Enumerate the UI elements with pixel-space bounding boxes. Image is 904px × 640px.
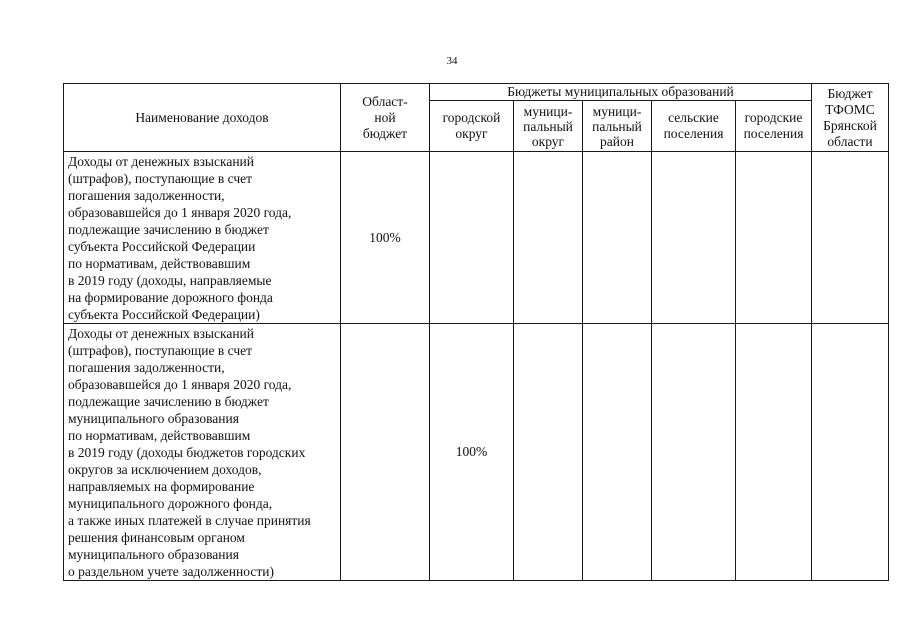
header-text-line: бюджет xyxy=(362,125,408,141)
income-text-line: в 2019 году (доходы, направляемые xyxy=(68,273,272,288)
page-number: 34 xyxy=(446,55,458,67)
regional-budget-value: 100% xyxy=(341,152,430,324)
table-row xyxy=(64,152,889,324)
header-text-line: пальный xyxy=(592,118,642,134)
income-text-line: в 2019 году (доходы бюджетов городских xyxy=(68,445,306,460)
header-text-line: округ xyxy=(455,126,488,141)
header-text-line: поселения xyxy=(743,126,804,141)
income-text-line: погашения задолженности, xyxy=(68,188,225,203)
municipal-district-value xyxy=(514,152,583,324)
header-rural-settlements xyxy=(652,101,736,152)
income-text-line: образовавшейся до 1 января 2020 года, xyxy=(68,377,292,392)
income-name-cell xyxy=(64,152,341,324)
tfoms-budget-value xyxy=(812,152,889,324)
header-municipal-district xyxy=(514,101,583,152)
income-text-line: на формирование дорожного фонда xyxy=(68,290,273,305)
municipal-district-value xyxy=(514,324,583,581)
header-text-line: городской xyxy=(442,110,501,125)
revenue-distribution-table xyxy=(63,83,889,581)
income-text-line: подлежащие зачислению в бюджет xyxy=(68,222,269,237)
income-text-line: погашения задолженности, xyxy=(68,360,225,375)
header-text-line: области xyxy=(827,133,873,149)
income-text-line: а также иных платежей в случае принятия xyxy=(68,513,311,528)
header-tfoms-budget xyxy=(812,84,889,152)
table-row xyxy=(64,324,889,581)
header-text-line: район xyxy=(600,133,634,149)
income-text-line: Доходы от денежных взысканий xyxy=(68,154,254,169)
income-text-line: субъекта Российской Федерации xyxy=(68,239,256,254)
header-municipal-budgets: Бюджеты муниципальных образований xyxy=(430,84,812,101)
income-text-line: по нормативам, действовавшим xyxy=(68,256,251,271)
header-text-line: Област- xyxy=(362,93,408,109)
income-name-cell xyxy=(64,324,341,581)
header-municipal-area xyxy=(583,101,652,152)
header-text-line: муници- xyxy=(592,103,642,119)
income-text-line: направляемых на формирование xyxy=(68,479,255,494)
income-text-line: (штрафов), поступающие в счет xyxy=(68,171,253,186)
city-district-value: 100% xyxy=(430,324,514,581)
income-text-line: муниципального дорожного фонда, xyxy=(68,496,273,511)
municipal-area-value xyxy=(583,152,652,324)
income-text-line: по нормативам, действовавшим xyxy=(68,428,251,443)
urban-settlements-value xyxy=(736,324,812,581)
header-urban-settlements xyxy=(736,101,812,152)
table xyxy=(63,83,889,581)
regional-budget-value xyxy=(341,324,430,581)
income-text-line: (штрафов), поступающие в счет xyxy=(68,343,253,358)
tfoms-budget-value xyxy=(812,324,889,581)
header-text-line: Бюджет xyxy=(827,85,873,101)
urban-settlements-value xyxy=(736,152,812,324)
header-text-line: городские xyxy=(744,110,803,125)
rural-settlements-value xyxy=(652,324,736,581)
income-text-line: муниципального образования xyxy=(68,411,239,426)
income-text-line: решения финансовым органом xyxy=(68,530,245,545)
header-text-line: ТФОМС xyxy=(825,101,875,117)
header-city-district xyxy=(430,101,514,152)
income-text-line: образовавшейся до 1 января 2020 года, xyxy=(68,205,292,220)
income-text-line: округов за исключением доходов, xyxy=(68,462,262,477)
header-text-line: ной xyxy=(374,109,396,125)
header-text-line: поселения xyxy=(663,126,724,141)
municipal-area-value xyxy=(583,324,652,581)
income-text-line: подлежащие зачислению в бюджет xyxy=(68,394,269,409)
income-text-line: субъекта Российской Федерации) xyxy=(68,307,260,322)
income-text-line: Доходы от денежных взысканий xyxy=(68,326,254,341)
rural-settlements-value xyxy=(652,152,736,324)
header-text-line: Брянской xyxy=(823,117,877,133)
header-text-line: сельские xyxy=(668,110,719,125)
income-text-line: муниципального образования xyxy=(68,547,239,562)
header-income-name: Наименование доходов xyxy=(64,84,341,152)
header-text-line: пальный xyxy=(523,118,573,134)
header-text-line: муници- xyxy=(523,103,573,119)
header-row-top xyxy=(64,84,889,101)
city-district-value xyxy=(430,152,514,324)
header-text-line: округ xyxy=(531,133,565,149)
income-text-line: о раздельном учете задолженности) xyxy=(68,564,274,579)
header-regional-budget xyxy=(341,84,430,152)
